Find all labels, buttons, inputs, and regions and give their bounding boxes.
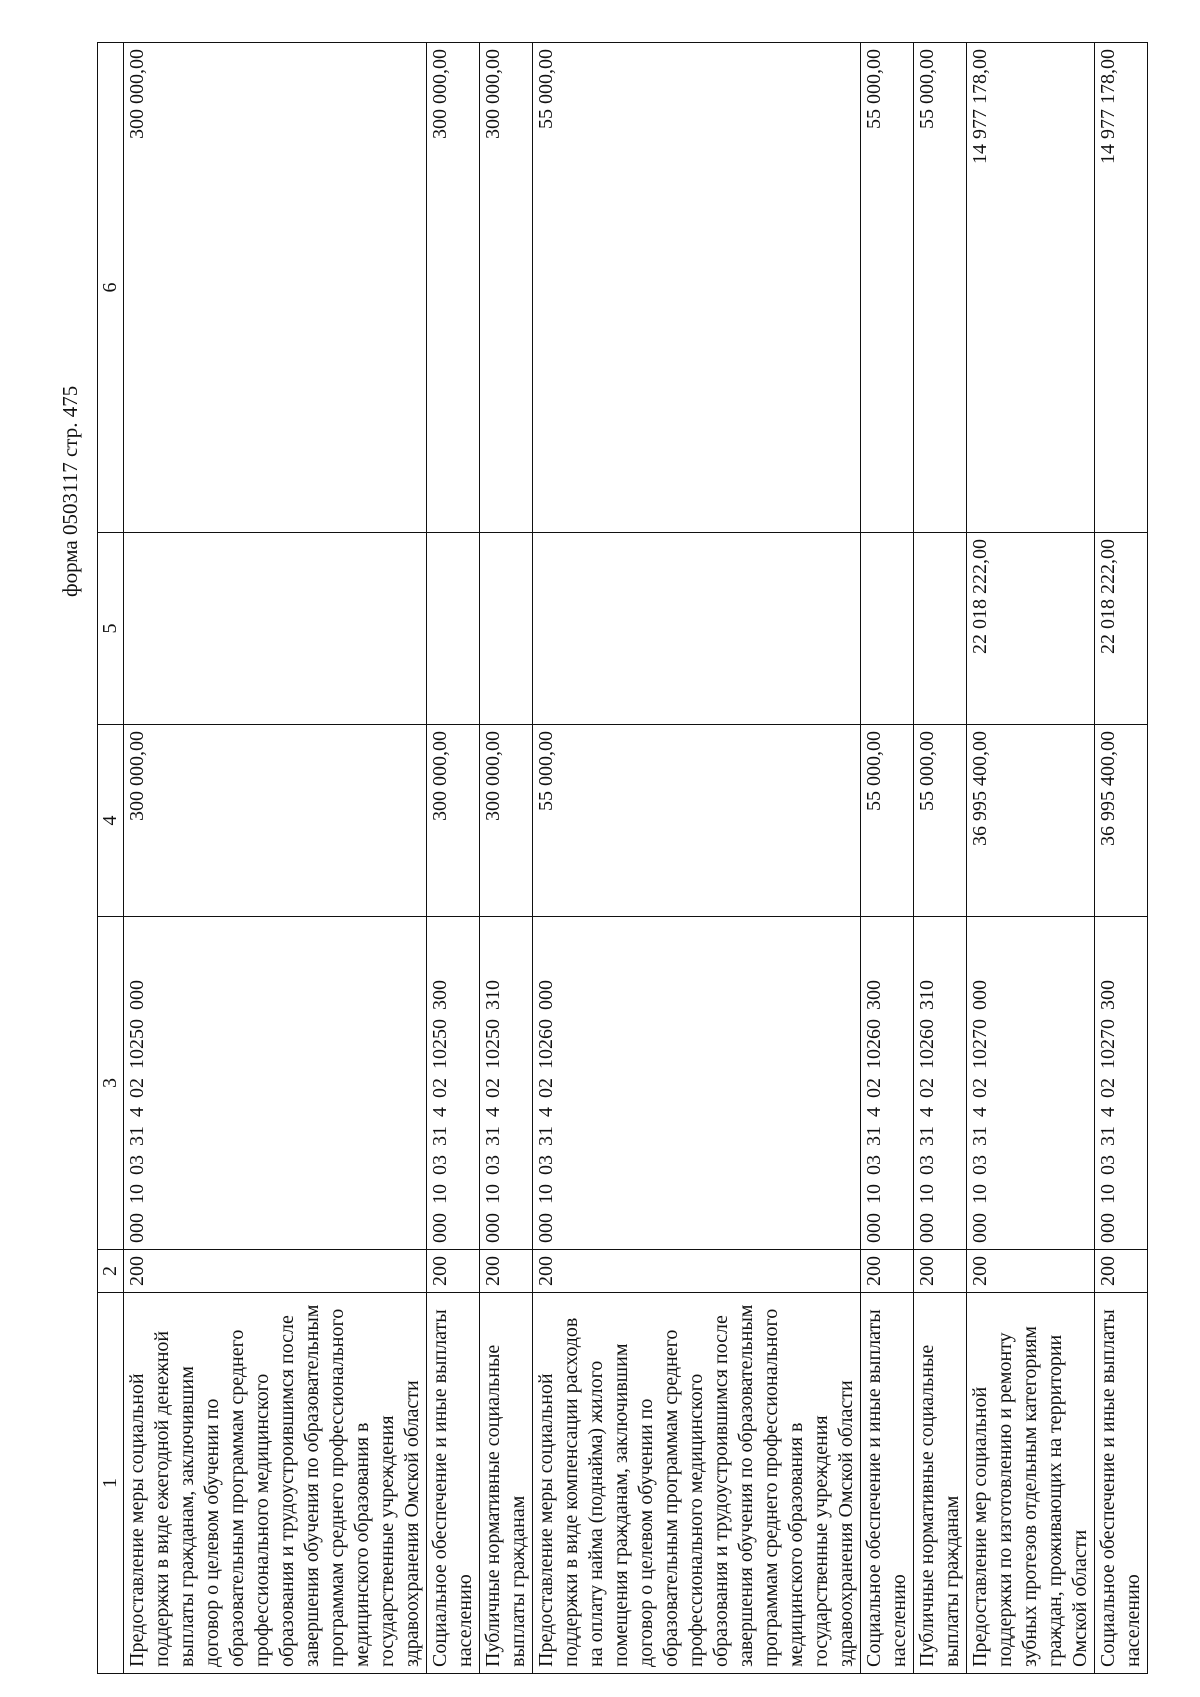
row-name: Социальное обеспечение и иные выплаты населению	[427, 1293, 480, 1674]
row-budget-code: 000 10 03 31 4 02 10270 300	[1095, 917, 1148, 1250]
table-row	[427, 43, 480, 1674]
table-row	[1095, 43, 1148, 1674]
row-executed: 22 018 222,00	[967, 533, 1095, 725]
row-executed	[480, 533, 533, 725]
row-name: Социальное обеспечение и иные выплаты населению	[1095, 1293, 1148, 1674]
row-budget-code: 000 10 03 31 4 02 10250 000	[124, 917, 427, 1250]
column-header-2: 2	[98, 1250, 124, 1293]
row-unexecuted: 55 000,00	[533, 43, 861, 533]
row-name: Социальное обеспечение и иные выплаты населению	[861, 1293, 914, 1674]
row-executed	[427, 533, 480, 725]
row-line-code: 200	[914, 1250, 967, 1293]
column-header-5: 5	[98, 533, 124, 725]
row-approved: 55 000,00	[914, 725, 967, 917]
row-approved: 300 000,00	[427, 725, 480, 917]
table-row	[124, 43, 427, 1674]
row-line-code: 200	[861, 1250, 914, 1293]
form-page-header: форма 0503117 стр. 475	[58, 385, 82, 597]
row-unexecuted: 14 977 178,00	[967, 43, 1095, 533]
row-approved: 300 000,00	[124, 725, 427, 917]
table-row	[533, 43, 861, 1674]
row-budget-code: 000 10 03 31 4 02 10260 310	[914, 917, 967, 1250]
row-budget-code: 000 10 03 31 4 02 10250 310	[480, 917, 533, 1250]
row-executed	[914, 533, 967, 725]
row-name: Публичные нормативные социальные выплаты гражданам	[480, 1293, 533, 1674]
row-name: Предоставление меры социальной поддержки в виде компенсации расходов на оплату найма (поднайма) жилого помещения гражданам, заключившим договор о целевом обучении по образовательным программам среднего профессионального медицинского образования и трудоустроившимся после завершения обучения по образовательным программам среднего профессионального медицинского образования в государственные учреждения здравоохранения Омской области	[533, 1293, 861, 1674]
row-budget-code: 000 10 03 31 4 02 10260 000	[533, 917, 861, 1250]
table-row	[480, 43, 533, 1674]
table-row	[967, 43, 1095, 1674]
row-name: Предоставление мер социальной поддержки по изготовлению и ремонту зубных протезов отдельным категориям граждан, проживающих на территории Омской области	[967, 1293, 1095, 1674]
budget-execution-table	[97, 42, 1148, 1674]
row-budget-code: 000 10 03 31 4 02 10260 300	[861, 917, 914, 1250]
row-approved: 36 995 400,00	[967, 725, 1095, 917]
row-approved: 36 995 400,00	[1095, 725, 1148, 917]
row-unexecuted: 300 000,00	[427, 43, 480, 533]
table-row	[861, 43, 914, 1674]
column-header-1: 1	[98, 1293, 124, 1674]
row-line-code: 200	[480, 1250, 533, 1293]
row-line-code: 200	[124, 1250, 427, 1293]
row-executed: 22 018 222,00	[1095, 533, 1148, 725]
row-approved: 300 000,00	[480, 725, 533, 917]
row-budget-code: 000 10 03 31 4 02 10250 300	[427, 917, 480, 1250]
row-line-code: 200	[533, 1250, 861, 1293]
row-executed	[861, 533, 914, 725]
column-header-6: 6	[98, 43, 124, 533]
row-executed	[533, 533, 861, 725]
row-executed	[124, 533, 427, 725]
row-unexecuted: 300 000,00	[124, 43, 427, 533]
table-header-row	[98, 43, 124, 1674]
row-name: Предоставление меры социальной поддержки в виде ежегодной денежной выплаты гражданам, заключившим договор о целевом обучении по образовательным программам среднего профессионального медицинского образования и трудоустроившимся после завершения обучения по образовательным программам среднего профессионального медицинского образования в государственные учреждения здравоохранения Омской области	[124, 1293, 427, 1674]
row-line-code: 200	[427, 1250, 480, 1293]
column-header-3: 3	[98, 917, 124, 1250]
row-line-code: 200	[1095, 1250, 1148, 1293]
table-row	[914, 43, 967, 1674]
row-approved: 55 000,00	[861, 725, 914, 917]
row-budget-code: 000 10 03 31 4 02 10270 000	[967, 917, 1095, 1250]
row-unexecuted: 14 977 178,00	[1095, 43, 1148, 533]
column-header-4: 4	[98, 725, 124, 917]
row-line-code: 200	[967, 1250, 1095, 1293]
row-unexecuted: 300 000,00	[480, 43, 533, 533]
row-name: Публичные нормативные социальные выплаты гражданам	[914, 1293, 967, 1674]
row-unexecuted: 55 000,00	[861, 43, 914, 533]
row-approved: 55 000,00	[533, 725, 861, 917]
row-unexecuted: 55 000,00	[914, 43, 967, 533]
